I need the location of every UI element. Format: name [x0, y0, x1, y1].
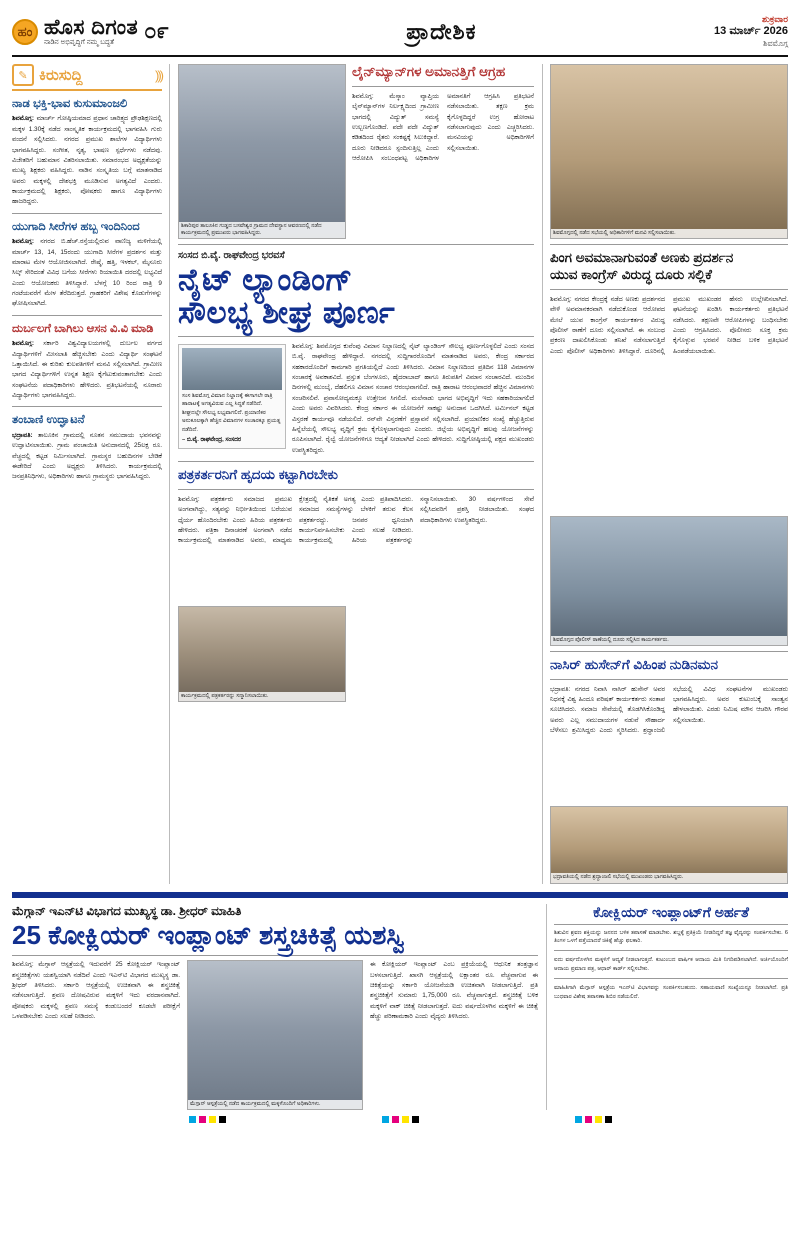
box-para-3: ಮಾಹಿತಿಗಾಗಿ ಮೆಗ್ಗಾನ್ ಆಸ್ಪತ್ರೆಯ ಇಎನ್‌ಟಿ ವಿಭಾಗವನ್ನು ಸಂಪರ್ಕಿಸಬಹುದು. ಸಹಾಯವಾಣಿ ಸಂಖ್ಯೆಯನ್ನೂ ನೀಡಲಾಗಿದೆ. ಪ್ರತಿ ಬುಧವಾರ ವಿಶೇಷ ತಪಾಸಣಾ ಶಿಬಿರ ನಡೆಯಲಿದೆ. [554, 985, 788, 1000]
divider [12, 406, 162, 407]
divider [12, 213, 162, 214]
photo-caption: ಕಾರ್ಯಕ್ರಮದಲ್ಲಿ ಪತ್ರಕರ್ತರನ್ನು ಸನ್ಮಾನಿಸಲಾಯಿತು. [179, 692, 345, 701]
brief-text: ಮಾರ್ಚ್ ಗೋಷ್ಠಿಯಮಾದ ಪ್ರಧಾನ ಚಾರಿತ್ರ್ಯದ ಪ್ರೌಢಶಿಕ್ಷಣದಲ್ಲಿ ಮಕ್ಕಳ 1.30ಕ್ಕೆ ನಡೆದ ಸಾಂಸ್ಕೃತಿಕ ಕಾರ್ಯಕ್ರಮದಲ್ಲಿ ಭಾಗವಹಿಸಿ ಗುರು ವಂದನೆ ಸಲ್ಲಿಸಿದರು. ನಗರದ ಪ್ರಮುಖ ಶಾಲೆಗಳ ವಿದ್ಯಾರ್ಥಿಗಳು ಭಾಗವಹಿಸಿದ್ದರು. ಸಂಗೀತ, ನೃತ್ಯ, ಭಾಷಣ ಸ್ಪರ್ಧೆಗಳು ನಡೆದವು. ವಿಜೇತರಿಗೆ ಬಹುಮಾನ ವಿತರಿಸಲಾಯಿತು. ಸಮಾರಂಭದ ಅಧ್ಯಕ್ಷತೆಯನ್ನು ಮುಖ್ಯ ಶಿಕ್ಷಕರು ವಹಿಸಿದ್ದರು. ನಾಡಿನ ಸಂಸ್ಕೃತಿಯ ಬಗ್ಗೆ ಮಾತನಾಡಿದ ಅವರು ಮಕ್ಕಳಲ್ಲಿ ದೇಶಭಕ್ತಿ ಮೂಡಿಸುವ ಅಗತ್ಯವಿದೆ ಎಂದರು. ಕಾರ್ಯಕ್ರಮದಲ್ಲಿ ಶಿಕ್ಷಕರು, ಪೋಷಕರು ಹಾಗೂ ವಿದ್ಯಾರ್ಥಿಗಳು ಹಾಜರಿದ್ದರು. [12, 115, 162, 206]
magenta-dot [199, 1116, 206, 1123]
cochlear-headline: 25 ಕೋಕ್ಲಿಯರ್ ಇಂಪ್ಲಾಂಟ್ ಶಸ್ತ್ರಚಿಕಿತ್ಸೆ ಯಶಸ್ವಿ [12, 919, 405, 950]
quote-attribution: – ಬಿ.ವೈ. ರಾಘವೇಂದ್ರ, ಸಂಸದರ [182, 436, 241, 443]
black-dot [605, 1116, 612, 1123]
quote-text: ಸಂಸ ಶಿವಮೊಗ್ಗ ವಿಮಾನ ನಿಲ್ದಾಣಕ್ಕೆ ಈಗಾಗಲೇ ರಾತ್ರಿ ಹಾರಾಟಕ್ಕೆ ಅಗತ್ಯವಿರುವ ಎಲ್ಲ ಸಿದ್ಧತೆ ನಡೆದಿದೆ. ಶೀಘ್ರದಲ್ಲೇ ಸೌಲಭ್ಯ ಲಭ್ಯವಾಗಲಿದೆ. ಪ್ರಯಾಣಿಕರ ಅನುಕೂಲಕ್ಕಾಗಿ ಹೆಚ್ಚಿನ ವಿಮಾನಗಳ ಸಂಚಾರಕ್ಕೂ ಪ್ರಯತ್ನ ನಡೆದಿದೆ. [182, 392, 281, 433]
section-separator [12, 892, 788, 898]
divider [178, 244, 534, 245]
story-text: ಶಿವಮೊಗ್ಗ: ನಗರದ ಕೇಂದ್ರಕ್ಕೆ ನಡೆದ ಅಣಕು ಪ್ರದರ್ಶನದ ವೇಳೆ ಅವಮಾನಕರವಾಗಿ ನಡೆದುಕೊಂಡ ಆರೋಪದ ಮೇಲೆ ಯುವ ಕಾಂಗ್ರೆಸ್ ಕಾರ್ಯಕರ್ತರ ವಿರುದ್ಧ ಪೊಲೀಸ್ ಠಾಣೆಗೆ ದೂರು ಸಲ್ಲಿಸಲಾಗಿದೆ. ಈ ಸಂಬಂಧ ಪ್ರಕರಣ ದಾಖಲಿಸಿಕೊಂಡು ತನಿಖೆ ನಡೆಸಲಾಗುತ್ತಿದೆ ಎಂದು ಪೊಲೀಸ್ ಅಧಿಕಾರಿಗಳು ತಿಳಿಸಿದ್ದಾರೆ. ದೂರಿನಲ್ಲಿ ಪ್ರಮುಖ ಮುಖಂಡರ ಹೆಸರು ಉಲ್ಲೇಖಿಸಲಾಗಿದೆ. ಘಟನೆಯನ್ನು ಖಂಡಿಸಿ ಕಾರ್ಯಕರ್ತರು ಪ್ರತಿಭಟನೆ ನಡೆಸಿದರು. ತಕ್ಷಣವೇ ಆರೋಪಿಗಳನ್ನು ಬಂಧಿಸಬೇಕು ಎಂದು ಆಗ್ರಹಿಸಿದರು. ಪೊಲೀಸರು ಸೂಕ್ತ ಕ್ರಮ ಕೈಗೊಳ್ಳುವ ಭರವಸೆ ನೀಡಿದ ಬಳಿಕ ಪ್ರತಿಭಟನೆ ಹಿಂಪಡೆಯಲಾಯಿತು. [550, 295, 788, 355]
section-title: ಪ್ರಾದೇಶಿಕ [406, 18, 477, 44]
lead-body: ಶಿವಮೊಗ್ಗ: ಶಿವಮೊಗ್ಗದ ಕುವೆಂಪು ವಿಮಾನ ನಿಲ್ದಾಣದಲ್ಲಿ ನೈಟ್ ಲ್ಯಾಂಡಿಂಗ್ ಸೌಲಭ್ಯ ಪೂರ್ಣಗೊಳ್ಳಲಿದೆ ಎಂದು ಸಂಸದ ಬಿ.ವೈ. ರಾಘವೇಂದ್ರ ಹೇಳಿದ್ದಾರೆ. ನಗರದಲ್ಲಿ ಸುದ್ದಿಗಾರರೊಂದಿಗೆ ಮಾತನಾಡಿದ ಅವರು, ಕೇಂದ್ರ ಸರ್ಕಾರದ ಸಹಕಾರದೊಂದಿಗೆ ಕಾಮಗಾರಿ ಪ್ರಗತಿಯಲ್ಲಿದೆ ಎಂದು ತಿಳಿಸಿದರು. ವಿಮಾನ ನಿಲ್ದಾಣದಿಂದ ಪ್ರತಿದಿನ 118 ವಿಮಾನಗಳ ಸಂಚಾರಕ್ಕೆ ಅವಕಾಶವಿದೆ. ಪ್ರಸ್ತುತ ಬೆಂಗಳೂರು, ಹೈದರಾಬಾದ್ ಹಾಗೂ ತಿರುಪತಿಗೆ ವಿಮಾನ ಸಂಚಾರವಿದೆ. ಮುಂದಿನ ದಿನಗಳಲ್ಲಿ ಮುಂಬೈ, ದೆಹಲಿಗೂ ವಿಮಾನ ಸಂಚಾರ ಆರಂಭವಾಗಲಿದೆ. ರಾತ್ರಿ ಹಾರಾಟ ಆರಂಭವಾದರೆ ಹೆಚ್ಚಿನ ವಿಮಾನಗಳು ಸಂಚರಿಸಲಿವೆ. ಪ್ರವಾಸೋದ್ಯಮಕ್ಕೂ ಉತ್ತೇಜನ ಸಿಗಲಿದೆ. ಮಲೆನಾಡು ಭಾಗದ ಅಭಿವೃದ್ಧಿಗೆ ಇದು ಸಹಕಾರಿಯಾಗಲಿದೆ ಎಂದು ಅವರು ವಿವರಿಸಿದರು. ಕೇಂದ್ರ ಸರ್ಕಾರ ಈ ಯೋಜನೆಗೆ ಸಾಕಷ್ಟು ಅನುದಾನ ಒದಗಿಸಿದೆ. ಟರ್ಮಿನಲ್ ಕಟ್ಟಡ ವಿಸ್ತರಣೆ ಕಾರ್ಯವೂ ನಡೆಯಲಿದೆ. ರನ್‌ವೇ ವಿಸ್ತರಣೆಗೆ ಪ್ರಸ್ತಾವನೆ ಸಲ್ಲಿಸಲಾಗಿದೆ. ಪ್ರಯಾಣಿಕರ ಸಂಖ್ಯೆ ಹೆಚ್ಚುತ್ತಿರುವ ಹಿನ್ನೆಲೆಯಲ್ಲಿ ಸೌಲಭ್ಯ ವೃದ್ಧಿಗೆ ಕ್ರಮ ಕೈಗೊಳ್ಳಲಾಗುವುದು ಎಂದರು. ಜಿಲ್ಲೆಯ ಅಭಿವೃದ್ಧಿಗೆ ಹಲವು ಯೋಜನೆಗಳನ್ನು ರೂಪಿಸಲಾಗಿದೆ. ರೈಲ್ವೆ ಯೋಜನೆಗಳಿಗೂ ಆದ್ಯತೆ ನೀಡಲಾಗಿದೆ ಎಂದು ಹೇಳಿದರು. ಸುದ್ದಿಗೋಷ್ಠಿಯಲ್ಲಿ ಪಕ್ಷದ ಮುಖಂಡರು ಉಪಸ್ಥಿತರಿದ್ದರು. [292, 342, 534, 454]
eligibility-box [546, 904, 788, 1111]
hamsa-icon: ಹಂ [12, 19, 38, 45]
brief-heading: ಯುಗಾದಿ ಸೀರೆಗಳ ಹಬ್ಬ ಇಂದಿನಿಂದ [12, 220, 140, 233]
divider [178, 461, 534, 462]
cochlear-col1: ಶಿವಮೊಗ್ಗ: ಮೆಗ್ಗಾನ್ ಆಸ್ಪತ್ರೆಯಲ್ಲಿ ಇದುವರೆಗೆ 25 ಕೋಕ್ಲಿಯರ್ ಇಂಪ್ಲಾಂಟ್ ಶಸ್ತ್ರಚಿಕಿತ್ಸೆಗಳು ಯಶಸ್ವಿಯಾಗಿ ನಡೆದಿವೆ ಎಂದು ಇಎನ್‌ಟಿ ವಿಭಾಗದ ಮುಖ್ಯಸ್ಥ ಡಾ. ಶ್ರೀಧರ್ ತಿಳಿಸಿದರು. ಸರ್ಕಾರಿ ಆಸ್ಪತ್ರೆಯಲ್ಲಿ ಉಚಿತವಾಗಿ ಈ ಶಸ್ತ್ರಚಿಕಿತ್ಸೆ ನಡೆಸಲಾಗುತ್ತಿದೆ. ಶ್ರವಣ ದೋಷವಿರುವ ಮಕ್ಕಳಿಗೆ ಇದು ವರದಾನವಾಗಿದೆ. ಪೋಷಕರು ಮಕ್ಕಳಲ್ಲಿ ಶ್ರವಣ ಸಮಸ್ಯೆ ಕಂಡುಬಂದರೆ ಕೂಡಲೇ ಪರೀಕ್ಷೆಗೆ ಒಳಪಡಿಸಬೇಕು ಎಂದು ಸಲಹೆ ನೀಡಿದರು. [12, 961, 180, 1021]
brief-heading: ತಂಬಾಣಿ ಉದ್ಘಾಟನೆ [12, 414, 85, 427]
photo-meeting-hall [550, 64, 788, 239]
edition-city: ಶಿವಮೊಗ್ಗ [763, 39, 788, 48]
cyan-dot [575, 1116, 582, 1123]
briefs-label: ಕಿರುಸುದ್ದಿ [39, 66, 83, 84]
photo-journalists [178, 606, 346, 702]
lead-story [178, 250, 534, 456]
dateline: ಶಿವಮೊಗ್ಗ: [12, 238, 34, 246]
dateline: ಭದ್ರಾವತಿ: [12, 431, 33, 439]
brief-item [12, 322, 162, 402]
logo-tagline: ನಾಡಿನ ಅಭಿವೃದ್ಧಿಗೆ ನಮ್ಮ ಬದ್ಧತೆ [44, 39, 115, 46]
photo-caption: ಶಿವಮೊಗ್ಗದ ಪೊಲೀಸ್ ಠಾಣೆಯಲ್ಲಿ ದೂರು ಸಲ್ಲಿಸಿದ ಕಾರ್ಯಕರ್ತರು. [551, 636, 787, 645]
story-heading: ಲೈನ್‌ಮ್ಯಾನ್‌ಗಳ ಅಮಾನತ್ತಿಗೆ ಆಗ್ರಹ [352, 64, 506, 79]
quote-card [178, 344, 286, 449]
newspaper-logo [12, 17, 169, 46]
briefs-band [12, 64, 162, 91]
weekday-label: ಶುಕ್ರವಾರ [762, 14, 788, 24]
brief-text: ತಾಲೂಕಿನ ಗ್ರಾಮದಲ್ಲಿ ನೂತನ ಸಮುದಾಯ ಭವನವನ್ನು ಉದ್ಘಾಟಿಸಲಾಯಿತು. ಗ್ರಾಮ ಪಂಚಾಯಿತಿ ಅನುದಾನದಲ್ಲಿ 25ಲಕ್ಷ ರೂ. ವೆಚ್ಚದಲ್ಲಿ ಕಟ್ಟಡ ನಿರ್ಮಿಸಲಾಗಿದೆ. ಗ್ರಾಮಸ್ಥರ ಬಹುದಿನಗಳ ಬೇಡಿಕೆ ಈಡೇರಿದೆ ಎಂದು ಅಧ್ಯಕ್ಷರು ತಿಳಿಸಿದರು. ಕಾರ್ಯಕ್ರಮದಲ್ಲಿ ಜನಪ್ರತಿನಿಧಿಗಳು, ಅಧಿಕಾರಿಗಳು ಹಾಗೂ ಗ್ರಾಮಸ್ಥರು ಭಾಗವಹಿಸಿದ್ದರು. [12, 431, 162, 481]
brief-heading: ದುರ್ಬಲಗೆ ಬಾಗಿಲು ಆಸನ ವಿ.ವಿ ಮಾಡಿ [12, 322, 154, 335]
box-para-1: ಶಿಶುವಿನ ಶ್ರವಣ ಶಕ್ತಿಯನ್ನು ಜನನದ ಬಳಿಕ ತಪಾಸಣೆ ಮಾಡಬೇಕು. ಶಬ್ದಕ್ಕೆ ಪ್ರತಿಕ್ರಿಯೆ ನೀಡದಿದ್ದರೆ ತಜ್ಞ ವೈದ್ಯರನ್ನು ಸಂಪರ್ಕಿಸಬೇಕು. 6 ತಿಂಗಳ ಒಳಗೆ ಪತ್ತೆಯಾದರೆ ಚಿಕಿತ್ಸೆ ಹೆಚ್ಚು ಫಲಕಾರಿ. [554, 929, 788, 945]
cyan-dot [189, 1116, 196, 1123]
black-dot [219, 1116, 226, 1123]
date-label: 13 ಮಾರ್ಚ್ 2026 [714, 25, 788, 38]
dot-group [189, 1116, 226, 1123]
dateline: ಶಿವಮೊಗ್ಗ: [12, 340, 34, 348]
date-block [714, 14, 788, 49]
yellow-dot [209, 1116, 216, 1123]
photo-caption: ಭದ್ರಾವತಿಯಲ್ಲಿ ನಡೆದ ಶ್ರದ್ಧಾಂಜಲಿ ಸಭೆಯಲ್ಲಿ ಮುಖಂಡರು ಭಾಗವಹಿಸಿದ್ದರು. [551, 873, 787, 882]
brief-item [12, 220, 162, 310]
logo-title: ಹೊಸ ದಿಗಂತ [44, 16, 139, 39]
story-heading-line1: ಪಿಂಗ ಅವಮಾನಾಗುವಂತೆ ಅಣಕು ಪ್ರದರ್ಶನ [550, 250, 734, 265]
box-para-2: ಐದು ವರ್ಷದೊಳಗಿನ ಮಕ್ಕಳಿಗೆ ಆದ್ಯತೆ ನೀಡಲಾಗುತ್ತದೆ. ಕುಟುಂಬದ ವಾರ್ಷಿಕ ಆದಾಯ ಮಿತಿ ನಿಗದಿಪಡಿಸಲಾಗಿದೆ. ಅರ್ಜಿಯೊಂದಿಗೆ ಆದಾಯ ಪ್ರಮಾಣ ಪತ್ರ, ಆಧಾರ್ ಕಾರ್ಡ್ ಸಲ್ಲಿಸಬೇಕು. [554, 957, 788, 972]
bottom-section [12, 904, 788, 1111]
black-dot [412, 1116, 419, 1123]
color-registration-bar [12, 1116, 788, 1123]
story-lynchmen [352, 64, 534, 239]
yellow-dot [595, 1116, 602, 1123]
story-text: ಭದ್ರಾವತಿ: ನಗರದ ನಿವಾಸಿ ನಾಸಿರ್ ಹುಸೇನ್ ಅವರ ನಿಧನಕ್ಕೆ ವಿಶ್ವ ಹಿಂದೂ ಪರಿಷತ್ ಕಾರ್ಯಕರ್ತರು ಸಂತಾಪ ಸೂಚಿಸಿದರು. ಸಮಾಜ ಸೇವೆಯಲ್ಲಿ ತೊಡಗಿಸಿಕೊಂಡಿದ್ದ ಅವರು ಎಲ್ಲ ಸಮುದಾಯಗಳ ನಡುವೆ ಸೌಹಾರ್ದ ಬೆಳೆಸಲು ಶ್ರಮಿಸಿದ್ದರು ಎಂದು ಸ್ಮರಿಸಿದರು. ಶ್ರದ್ಧಾಂಜಲಿ ಸಭೆಯಲ್ಲಿ ವಿವಿಧ ಸಂಘಟನೆಗಳ ಮುಖಂಡರು ಭಾಗವಹಿಸಿದ್ದರು. ಅವರ ಕುಟುಂಬಕ್ಕೆ ಸಾಂತ್ವನ ಹೇಳಲಾಯಿತು. ಎರಡು ನಿಮಿಷ ಮೌನ ಆಚರಿಸಿ ಗೌರವ ಸಲ್ಲಿಸಲಾಯಿತು. [550, 685, 788, 735]
photo-caption: ಶಿವಮೊಗ್ಗದಲ್ಲಿ ನಡೆದ ಸಭೆಯಲ್ಲಿ ಅಧಿಕಾರಿಗಳಿಗೆ ಮನವಿ ಸಲ್ಲಿಸಲಾಯಿತು. [551, 229, 787, 238]
lead-headline-line2: ಸೌಲಭ್ಯ ಶೀಘ್ರ ಪೂರ್ಣ [178, 295, 396, 331]
photo-caption: ಮೆಗ್ಗಾನ್ ಆಸ್ಪತ್ರೆಯಲ್ಲಿ ನಡೆದ ಕಾರ್ಯಕ್ರಮದಲ್ಲಿ ಮಕ್ಕಳೊಂದಿಗೆ ಅಧಿಕಾರಿಗಳು. [188, 1100, 362, 1109]
story-heading: ನಾಸಿರ್ ಹುಸೇನ್‌ಗೆ ವಿಹಿಂಪ ನುಡಿನಮನ [550, 656, 718, 672]
cochlear-col2: ಈ ಕೋಕ್ಲಿಯರ್ ಇಂಪ್ಲಾಂಟ್ ಎಂಬ ಪ್ರಕ್ರಿಯೆಯಲ್ಲಿ ಆಧುನಿಕ ತಂತ್ರಜ್ಞಾನ ಬಳಸಲಾಗುತ್ತಿದೆ. ಖಾಸಗಿ ಆಸ್ಪತ್ರೆಯಲ್ಲಿ ಲಕ್ಷಾಂತರ ರೂ. ವೆಚ್ಚವಾಗುವ ಈ ಚಿಕಿತ್ಸೆಯನ್ನು ಸರ್ಕಾರಿ ಯೋಜನೆಯಡಿ ಉಚಿತವಾಗಿ ನೀಡಲಾಗುತ್ತಿದೆ. ಪ್ರತಿ ಶಸ್ತ್ರಚಿಕಿತ್ಸೆಗೆ ಸುಮಾರು 1,75,000 ರೂ. ವೆಚ್ಚವಾಗುತ್ತದೆ. ಶಸ್ತ್ರಚಿಕಿತ್ಸೆ ಬಳಿಕ ಮಕ್ಕಳಿಗೆ ವಾಕ್ ಚಿಕಿತ್ಸೆ ನೀಡಲಾಗುತ್ತದೆ. ಐದು ವರ್ಷದೊಳಗಿನ ಮಕ್ಕಳಿಗೆ ಈ ಚಿಕಿತ್ಸೆ ಹೆಚ್ಚು ಪರಿಣಾಮಕಾರಿ ಎಂದು ವೈದ್ಯರು ತಿಳಿಸಿದರು. [370, 961, 538, 1021]
left-column [12, 64, 170, 884]
dot-group [382, 1116, 419, 1123]
dot-group [575, 1116, 612, 1123]
photo-village-event [178, 64, 346, 239]
brief-text: ನಗರದ ಬಿ.ಹೆಚ್.ರಸ್ತೆಯಲ್ಲಿರುವ ವಾಣಿಜ್ಯ ಮಳಿಗೆಯಲ್ಲಿ ಮಾರ್ಚ್ 13, 14, 15ರಂದು ಯುಗಾದಿ ಸೀರೆಗಳ ಪ್ರದರ್ಶನ ಮತ್ತು ಮಾರಾಟ ಮೇಳ ಆಯೋಜಿಸಲಾಗಿದೆ. ರೇಷ್ಮೆ, ಹತ್ತಿ, ಇಳಕಲ್, ಮೈಸೂರು ಸಿಲ್ಕ್ ಸೇರಿದಂತೆ ವಿವಿಧ ಬಗೆಯ ಸೀರೆಗಳು ರಿಯಾಯಿತಿ ದರದಲ್ಲಿ ಲಭ್ಯವಿದೆ ಎಂದು ಆಯೋಜಕರು ತಿಳಿಸಿದ್ದಾರೆ. ಬೆಳಗ್ಗೆ 10 ರಿಂದ ರಾತ್ರಿ 9 ಗಂಟೆಯವರೆಗೆ ಮೇಳ ತೆರೆದಿರುತ್ತದೆ. ಗ್ರಾಹಕರಿಗೆ ವಿಶೇಷ ಕೊಡುಗೆಗಳನ್ನು ಘೋಷಿಸಲಾಗಿದೆ. [12, 238, 162, 308]
brief-text: ಸರ್ಕಾರಿ ವಿಶ್ವವಿದ್ಯಾಲಯಗಳಲ್ಲಿ ದುರ್ಬಲ ವರ್ಗದ ವಿದ್ಯಾರ್ಥಿಗಳಿಗೆ ಮೀಸಲಾತಿ ಹೆಚ್ಚಿಸಬೇಕು ಎಂದು ವಿದ್ಯಾರ್ಥಿ ಸಂಘಟನೆ ಒತ್ತಾಯಿಸಿದೆ. ಈ ಕುರಿತು ಕುಲಪತಿಗಳಿಗೆ ಮನವಿ ಸಲ್ಲಿಸಲಾಗಿದೆ. ಗ್ರಾಮೀಣ ಭಾಗದ ವಿದ್ಯಾರ್ಥಿಗಳಿಗೆ ಉನ್ನತ ಶಿಕ್ಷಣ ಕೈಗೆಟುಕುವಂತಾಗಬೇಕು ಎಂದು ಸಂಘಟನೆಯ ಪದಾಧಿಕಾರಿಗಳು ಹೇಳಿದರು. ಪ್ರತಿಭಟನೆಯಲ್ಲಿ ನೂರಾರು ವಿದ್ಯಾರ್ಥಿಗಳು ಭಾಗವಹಿಸಿದ್ದರು. [12, 340, 163, 399]
magenta-dot [392, 1116, 399, 1123]
photo-police-station [550, 516, 788, 646]
photo-tribute-meeting [550, 806, 788, 884]
magenta-dot [585, 1116, 592, 1123]
portrait-photo [182, 348, 282, 390]
photo-lamp-lighting [187, 960, 363, 1110]
top-row [178, 64, 534, 239]
story-text: ಶಿವಮೊಗ್ಗ: ಪತ್ರಕರ್ತರು ಸಮಾಜದ ಪ್ರಮುಖ ಅಂಗವಾಗಿದ್ದು, ಸತ್ಯವನ್ನು ನಿರ್ಭೀತಿಯಿಂದ ಬರೆಯುವ ಧೈರ್ಯ ಹೊಂದಿರಬೇಕು ಎಂದು ಹಿರಿಯ ಪತ್ರಕರ್ತರು ಹೇಳಿದರು. ಪತ್ರಿಕಾ ದಿನಾಚರಣೆ ಅಂಗವಾಗಿ ನಡೆದ ಕಾರ್ಯಕ್ರಮದಲ್ಲಿ ಮಾತನಾಡಿದ ಅವರು, ಮಾಧ್ಯಮ ಕ್ಷೇತ್ರದಲ್ಲಿ ನೈತಿಕತೆ ಅಗತ್ಯ ಎಂದು ಪ್ರತಿಪಾದಿಸಿದರು. ಸಮಾಜದ ಸಮಸ್ಯೆಗಳನ್ನು ಬೆಳಕಿಗೆ ತರುವ ಕೆಲಸ ಪತ್ರಕರ್ತರದ್ದು. ಜನಪರ ಧ್ವನಿಯಾಗಿ ಕಾರ್ಯನಿರ್ವಹಿಸಬೇಕು ಎಂದು ಸಲಹೆ ನೀಡಿದರು. ಕಾರ್ಯಕ್ರಮದಲ್ಲಿ ಹಿರಿಯ ಪತ್ರಕರ್ತರನ್ನು ಸನ್ಮಾನಿಸಲಾಯಿತು. 30 ವರ್ಷಗಳಿಂದ ಸೇವೆ ಸಲ್ಲಿಸಿದವರಿಗೆ ಪ್ರಶಸ್ತಿ ನೀಡಲಾಯಿತು. ಸಂಘದ ಪದಾಧಿಕಾರಿಗಳು ಉಪಸ್ಥಿತರಿದ್ದರು. [178, 495, 534, 545]
story-text: ಶಿವಮೊಗ್ಗ: ಮೆಸ್ಕಾಂ ವ್ಯಾಪ್ತಿಯ ಲೈನ್‌ಮ್ಯಾನ್‌ಗಳ ನಿರ್ಲಕ್ಷ್ಯದಿಂದ ಗ್ರಾಮೀಣ ಭಾಗದಲ್ಲಿ ವಿದ್ಯುತ್ ಸಮಸ್ಯೆ ಉಲ್ಬಣಗೊಂಡಿದೆ. ಪದೇ ಪದೇ ವಿದ್ಯುತ್ ಕಡಿತದಿಂದ ರೈತರು ಸಂಕಷ್ಟಕ್ಕೆ ಸಿಲುಕಿದ್ದಾರೆ. ದೂರು ನೀಡಿದರೂ ಸ್ಪಂದಿಸುತ್ತಿಲ್ಲ ಎಂದು ಆರೋಪಿಸಿ ಸಂಬಂಧಪಟ್ಟ ಅಧಿಕಾರಿಗಳ ಅಮಾನತಿಗೆ ಆಗ್ರಹಿಸಿ ಪ್ರತಿಭಟನೆ ನಡೆಸಲಾಯಿತು. ತಕ್ಷಣ ಕ್ರಮ ಕೈಗೊಳ್ಳದಿದ್ದರೆ ಉಗ್ರ ಹೋರಾಟ ನಡೆಸಲಾಗುವುದು ಎಂದು ಎಚ್ಚರಿಸಿದರು. ಮನವಿಯನ್ನು ಅಧಿಕಾರಿಗಳಿಗೆ ಸಲ್ಲಿಸಲಾಯಿತು. [352, 92, 534, 163]
cochlear-kicker: ಮೆಗ್ಗಾನ್ ಇಎನ್‌ಟಿ ವಿಭಾಗದ ಮುಖ್ಯಸ್ಥ ಡಾ. ಶ್ರೀಧರ್ ಮಾಹಿತಿ [12, 903, 242, 918]
divider [550, 244, 788, 245]
wave-icon: ))) [155, 67, 162, 83]
story-congress-complaint [550, 250, 788, 646]
story-journalists [178, 467, 534, 702]
photo-caption: ಶಿಕಾರಿಪುರ ತಾಲೂಕಿನ ಗುಡ್ಡದ ಬಸವೇಶ್ವರ ಗ್ರಾಮದ ದೇವಸ್ಥಾನ ಆವರಣದಲ್ಲಿ ನಡೆದ ಕಾರ್ಯಕ್ರಮದಲ್ಲಿ ಪ್ರಮುಖರು ಭಾಗವಹಿಸಿದ್ದರು. [179, 222, 345, 238]
divider [550, 651, 788, 652]
story-heading-line2: ಯುವ ಕಾಂಗ್ರೆಸ್ ವಿರುದ್ಧ ದೂರು ಸಲ್ಲಿಕೆ [550, 266, 712, 282]
news-flash-icon: ✎ [12, 64, 34, 86]
page-body [12, 64, 788, 884]
page-number: ೦೯ [144, 17, 169, 43]
right-column [542, 64, 788, 884]
story-nasir-tribute [550, 657, 788, 884]
brief-item [12, 413, 162, 482]
lead-kicker: ಸಂಸದ ಬಿ.ವೈ. ರಾಘವೇಂದ್ರ ಭರವಸೆ [178, 250, 285, 261]
box-heading: ಕೋಕ್ಲಿಯರ್ ಇಂಪ್ಲಾಂಟ್‌ಗೆ ಅರ್ಹತೆ [554, 904, 788, 925]
brief-item [12, 97, 162, 208]
story-heading: ಪತ್ರಕರ್ತರನಿಗೆ ಹೃದಯ ಕಟ್ಟಾಗಿರಬೇಕು [178, 467, 338, 483]
divider [12, 315, 162, 316]
brief-heading: ನಾಡ ಭಕ್ತಿ-ಭಾವ ಕುಸುಮಾಂಜಲಿ [12, 98, 128, 110]
dateline: ಶಿವಮೊಗ್ಗ: [12, 115, 34, 123]
masthead [12, 14, 788, 57]
cochlear-story [12, 904, 538, 1111]
center-column [178, 64, 534, 884]
yellow-dot [402, 1116, 409, 1123]
cyan-dot [382, 1116, 389, 1123]
lead-headline-line1: ನೈಟ್ ಲ್ಯಾಂಡಿಂಗ್ [178, 262, 353, 297]
